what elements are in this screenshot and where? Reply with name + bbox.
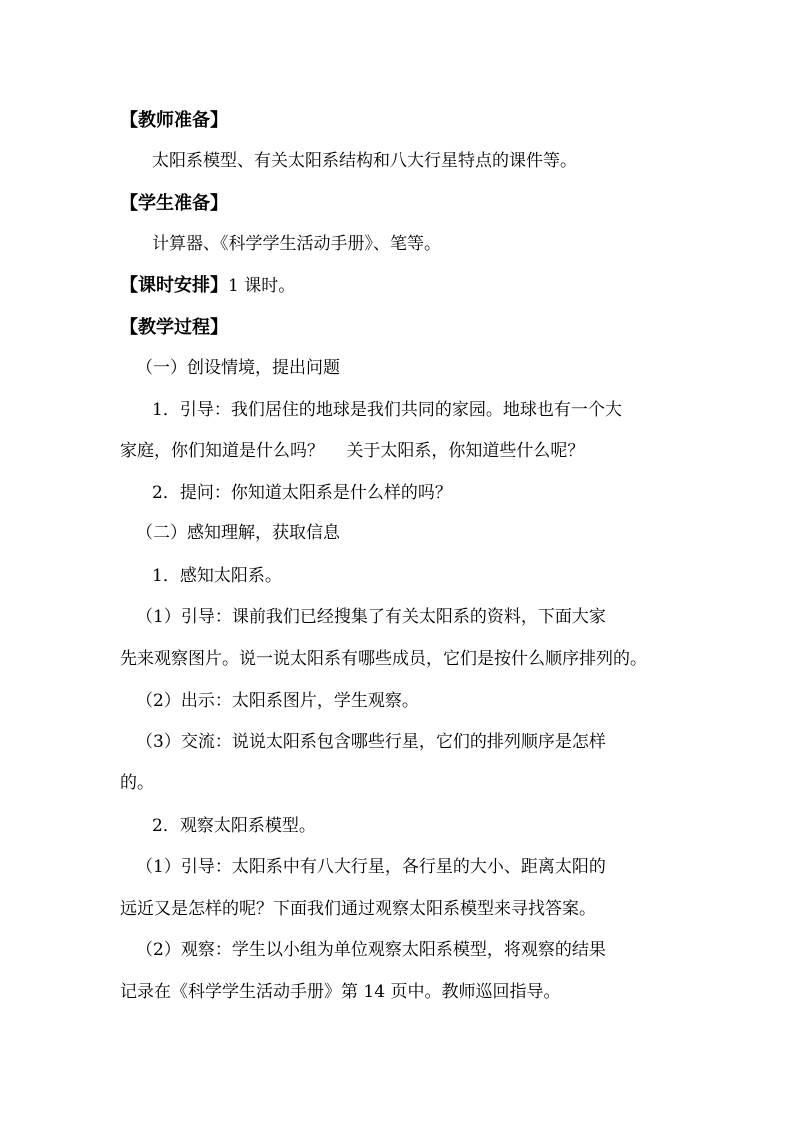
paragraph-line: （3）交流：说说太阳系包含哪些行星，它们的排列顺序是怎样 (136, 732, 606, 752)
heading-schedule (120, 275, 295, 297)
paragraph-line: 2．观察太阳系模型。 (152, 816, 316, 836)
paragraph-line: 远近又是怎样的呢？下面我们通过观察太阳系模型来寻找答案。 (120, 899, 596, 919)
paragraph-line: （2）观察：学生以小组为单位观察太阳系模型，将观察的结果 (136, 940, 606, 960)
heading-teacher-prep: 【教师准备】 (120, 110, 228, 131)
paragraph-line: 1．感知太阳系。 (152, 566, 282, 586)
paragraph-line: 记录在《科学学生活动手册》第 14 页中。教师巡回指导。 (120, 982, 561, 1002)
paragraph-line: （1）引导：太阳系中有八大行星，各行星的大小、距离太阳的 (136, 857, 606, 877)
schedule-title: 【课时安排】 (120, 275, 228, 296)
paragraph-line: 2．提问：你知道太阳系是什么样的吗？ (152, 483, 452, 503)
student-prep-text: 计算器、《科学学生活动手册》、笔等。 (152, 234, 441, 254)
paragraph-line: 家庭，你们知道是什么吗？ 关于太阳系，你知道些什么呢？ (120, 441, 585, 461)
paragraph-line: 的。 (120, 773, 154, 793)
paragraph-line: 先来观察图片。说一说太阳系有哪些成员，它们是按什么顺序排列的。 (120, 649, 647, 669)
paragraph-line: （2）出示：太阳系图片，学生观察。 (136, 691, 419, 711)
heading-student-prep: 【学生准备】 (120, 193, 228, 214)
paragraph-line: （一）创设情境，提出问题 (136, 358, 340, 378)
teacher-prep-text: 太阳系模型、有关太阳系结构和八大行星特点的课件等。 (152, 151, 577, 171)
heading-process: 【教学过程】 (120, 317, 228, 338)
schedule-text: 1 课时。 (228, 276, 296, 296)
paragraph-line: （二）感知理解，获取信息 (136, 523, 340, 543)
paragraph-line: （1）引导：课前我们已经搜集了有关太阳系的资料，下面大家 (136, 607, 606, 627)
paragraph-line: 1．引导：我们居住的地球是我们共同的家园。地球也有一个大 (152, 400, 622, 420)
